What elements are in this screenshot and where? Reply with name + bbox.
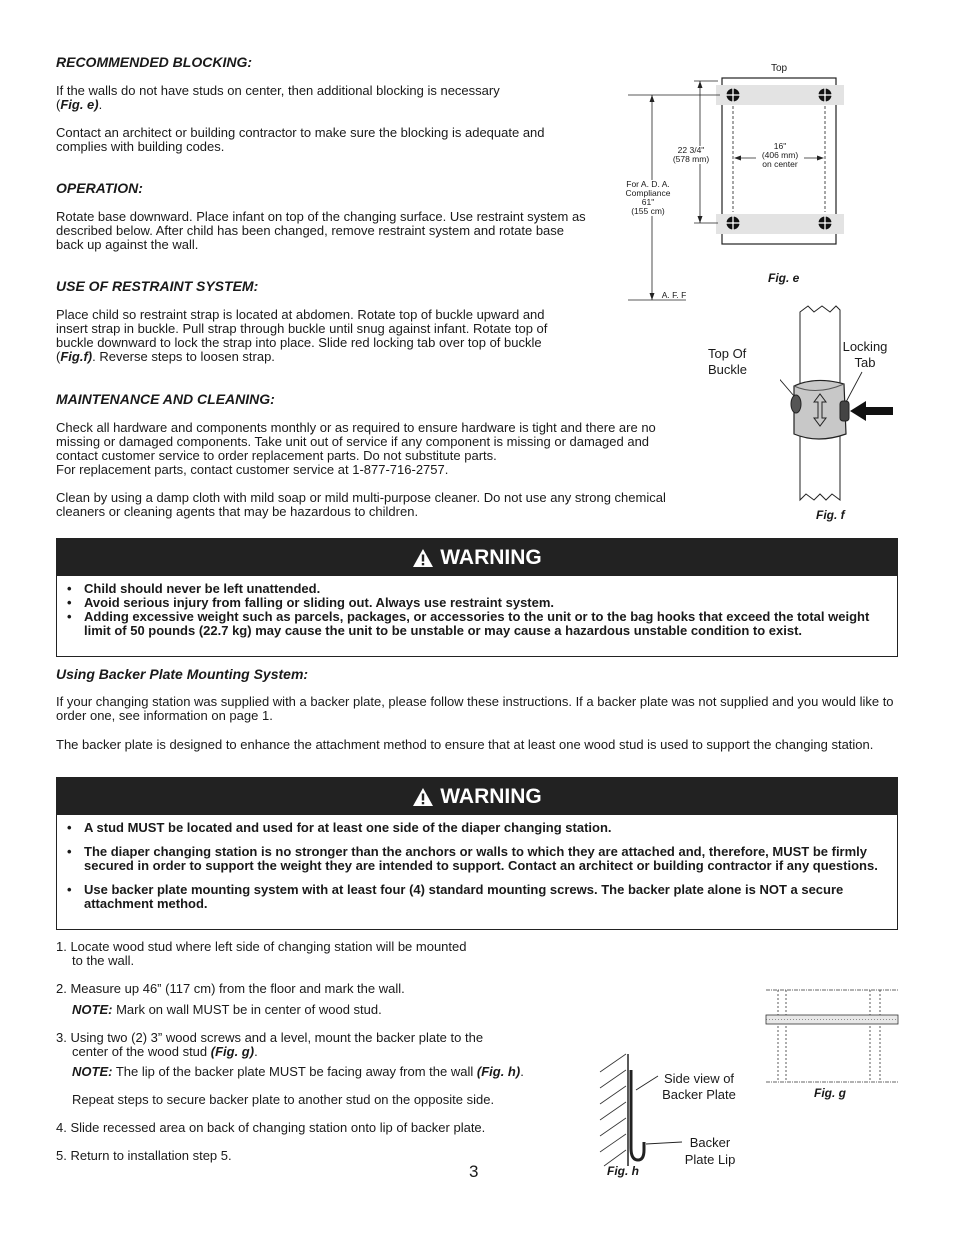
text: . Reverse steps to loosen strap. (92, 349, 275, 364)
warning-list (57, 821, 897, 911)
operation-paragraph: Rotate base downward. Place infant on top of the changing surface. Use restraint system as described below. After child has been changed, remove restraint system and rotate base back up against the wall. (56, 209, 586, 252)
text: (406 mm) (761, 150, 799, 160)
text: Backer (689, 1135, 731, 1150)
fig-ref: Fig. e) (60, 97, 99, 112)
blocking-paragraph-2: Contact an architect or building contractor to make sure the blocking is adequate and complies with building codes. (56, 125, 545, 154)
text: Locking (842, 339, 888, 354)
text: 1. Locate wood stud where left side of changing station will be mounted (56, 939, 467, 954)
text: . (520, 1064, 524, 1079)
fig-g-caption: Fig. g (814, 1086, 846, 1100)
fig-h-side-view-label (656, 1071, 742, 1103)
fig-h-lip-label (678, 1134, 742, 1168)
heading-backer-plate: Using Backer Plate Mounting System: (56, 666, 309, 682)
text: Compliance (625, 188, 671, 198)
heading-maintenance: MAINTENANCE AND CLEANING: (56, 391, 275, 407)
text: For A. D. A. (626, 179, 670, 189)
text: ( (56, 97, 61, 112)
text: Tab (854, 355, 876, 370)
text: 61" (641, 197, 655, 207)
text: (578 mm) (672, 154, 710, 164)
backer-paragraph-1: If your changing station was supplied with a backer plate, please follow these instructions. If a backer plate was not supplied and you would like to order one, see information on page 1. (56, 694, 894, 723)
text: 3. Using two (2) 3” wood screws and a level, mount the backer plate to the (56, 1030, 484, 1045)
text: (155 cm) (631, 206, 665, 216)
step-2 (56, 982, 556, 1017)
warning-box-2 (56, 777, 898, 930)
fig-ref: Fig.f) (60, 349, 93, 364)
text: center of the wood stud (72, 1044, 211, 1059)
fig-e-caption: Fig. e (768, 271, 800, 285)
fig-f-caption: Fig. f (816, 508, 845, 522)
text: 16" (773, 141, 787, 151)
fig-e-height-dim (664, 146, 718, 164)
text: Repeat steps to secure backer plate to another stud on the opposite side. (72, 1092, 495, 1107)
heading-recommended-blocking: RECOMMENDED BLOCKING: (56, 54, 252, 70)
text: 22 3/4" (677, 145, 705, 155)
maintenance-paragraph-2: Clean by using a damp cloth with mild soap or mild multi-purpose cleaner. Do not use any strong chemical cleaners or cleaning agents that may be hazardous to children. (56, 490, 666, 519)
step-4: 4. Slide recessed area on back of changing station onto lip of backer plate. (56, 1120, 486, 1135)
text: on center (762, 159, 798, 169)
fig-g-diagram (760, 982, 902, 1088)
restraint-paragraph (56, 308, 566, 364)
text: 2. Measure up 46” (117 cm) from the floor and mark the wall. (56, 981, 405, 996)
warning-item: • Adding excessive weight such as parcels, packages, or accessories to the unit or to the bag hooks that exceed the total weight limit of 50 pounds (22.7 kg) may cause the unit to be unstable or may cause a hazardous unstable condition to exist. (57, 610, 897, 638)
warning-list (57, 582, 897, 638)
fig-e-ada-label (618, 180, 678, 216)
fig-f-top-of-buckle-label (708, 346, 747, 378)
blocking-paragraph-1 (56, 84, 556, 112)
text: The lip of the backer plate MUST be facing away from the wall (112, 1064, 477, 1079)
warning-item: • A stud MUST be located and used for at least one side of the diaper changing station. (57, 821, 897, 835)
text: If the walls do not have studs on center, then additional blocking is necessary (56, 83, 500, 98)
step-3 (56, 1031, 556, 1107)
warning-item: • Avoid serious injury from falling or sliding out. Always use restraint system. (57, 596, 897, 610)
fig-ref: (Fig. h) (476, 1064, 521, 1079)
heading-operation: OPERATION: (56, 180, 143, 196)
note-label: NOTE: (72, 1064, 113, 1079)
text: Mark on wall MUST be in center of wood stud. (112, 1002, 382, 1017)
warning-triangle-icon (412, 548, 434, 568)
text: Top Of (708, 346, 747, 361)
text: Buckle (708, 362, 748, 377)
fig-f-locking-tab-label (836, 339, 894, 371)
text: . (254, 1044, 258, 1059)
heading-restraint-system: USE OF RESTRAINT SYSTEM: (56, 278, 259, 294)
note-label: NOTE: (72, 1002, 113, 1017)
warning-triangle-icon (412, 787, 434, 807)
warning-title: WARNING (440, 784, 542, 808)
warning-header (57, 539, 897, 576)
step-5: 5. Return to installation step 5. (56, 1148, 232, 1163)
text: For replacement parts, contact customer service at 1-877-716-2757. (56, 462, 449, 477)
warning-box-1 (56, 538, 898, 657)
fig-f-buckle-diagram (780, 300, 900, 510)
fig-e-top-label: Top (770, 63, 788, 74)
fig-h-caption: Fig. h (607, 1164, 639, 1178)
text: . (98, 97, 103, 112)
fig-e-width-dim (756, 142, 804, 169)
step-1 (56, 940, 556, 968)
fig-e-aff-label: A. F. F (661, 290, 687, 300)
text: Check all hardware and components monthly or as required to ensure hardware is tight and there are no missing or damaged components. Take unit out of service if any component is missing or damaged and contact customer service to order replacement parts. Do not substitute parts. (56, 420, 656, 463)
warning-header (57, 778, 897, 815)
warning-item: • The diaper changing station is no stronger than the anchors or walls to which they are attached and, therefore, MUST be firmly secured in order to support the weight they are intended to support. Contact an architect or building contractor if any questions. (57, 845, 897, 873)
page-number: 3 (469, 1162, 479, 1181)
warning-title: WARNING (440, 545, 542, 569)
maintenance-paragraph-1 (56, 421, 666, 477)
text: to the wall. (72, 953, 135, 968)
warning-item: • Use backer plate mounting system with at least four (4) standard mounting screws. The backer plate alone is NOT a secure attachment method. (57, 883, 897, 911)
text: Place child so restraint strap is located at abdomen. Rotate top of buckle upward and insert strap in buckle. Pull strap through buckle until snug against infant. Rotate top of buckle downward to lock the strap into place. Slide red locking tab over top of buckle ( (56, 307, 548, 364)
backer-paragraph-2: The backer plate is designed to enhance the attachment method to ensure that at least one wood stud is used to support the changing station. (56, 737, 874, 752)
text: Backer Plate (662, 1087, 736, 1102)
text: Plate Lip (684, 1152, 736, 1167)
warning-item: • Child should never be left unattended. (57, 582, 897, 596)
fig-ref: (Fig. g) (210, 1044, 255, 1059)
text: Side view of (663, 1071, 735, 1086)
